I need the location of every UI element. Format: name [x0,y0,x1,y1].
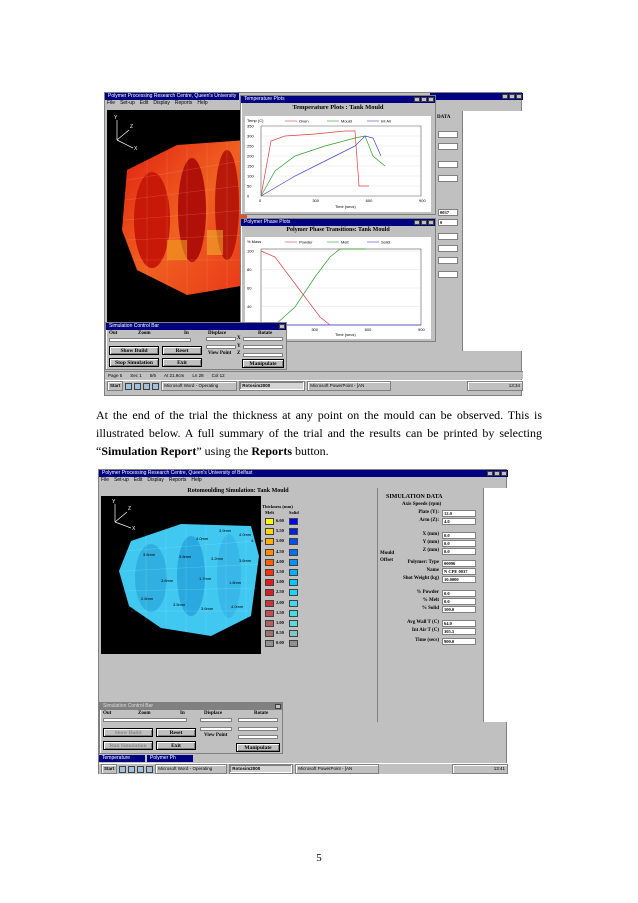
mould-render-thickness [101,496,264,654]
svg-text:X: X [134,146,138,152]
sim-data-label: Arm (Z): [419,518,439,523]
task-powerpoint-label: Microsoft PowerPoint - [AN [298,766,353,771]
task-word[interactable] [155,764,227,774]
minimized-title: Polymer Ph [150,755,176,761]
exit-button[interactable]: Exit [156,741,196,750]
thickness-label: 4.4mm [246,616,259,621]
legend-value: 2.50 [276,589,284,595]
temp-xlabel: Time (secs) [335,204,356,209]
side-field-1 [438,131,458,138]
sim-data-label: Shot Weight (kg) [402,576,439,581]
exit-button[interactable]: Exit [162,358,202,367]
side-data-header: DATA [437,115,451,120]
legend-oven: Oven [299,118,309,124]
side-field-6 [438,245,458,252]
maximize-icon[interactable] [421,220,427,225]
minimize-icon[interactable] [502,94,508,99]
legend-solid-swatch [289,569,298,576]
sim-data-value: 305.5 [442,628,476,635]
sim-data-label: Int Air T (C) [411,628,439,633]
thickness-label: 4.6mm [159,522,172,527]
legend-melt-swatch [265,569,274,576]
legend-solid-swatch [289,589,298,596]
main-menubar [105,100,239,107]
main-window-titlebar [105,93,239,100]
task-powerpoint-label: Microsoft PowerPoint - [AN [310,383,365,388]
ctrl-rotate-label: Rotate [258,331,273,336]
svg-text:Z: Z [130,124,134,130]
task-rotosim[interactable] [239,381,305,391]
phase-y-tick: 100 [247,248,254,254]
temperature-window-titlebar [241,96,435,103]
reset-button[interactable]: Reset [156,728,196,737]
quicklaunch-icon[interactable] [134,383,141,390]
legend-col-melt: Melt [265,510,274,515]
menu-help[interactable]: Help [191,477,202,483]
sim-data-value: 64.0 [442,620,476,627]
sim-data-value: 4.0 [442,518,476,525]
temperature-heading: Temperature Plots : Tank Mould [292,104,384,111]
quicklaunch-icon[interactable] [137,766,144,773]
legend-value: 0.00 [276,640,284,646]
legend-value: 1.00 [276,620,284,625]
legend-solid: Solid [381,239,390,245]
mould-render-temperature [107,110,247,328]
displace-x-slider[interactable] [200,718,232,722]
sim-data-label: Time (secs) [415,638,439,643]
sim-data-value: 0.0 [442,598,476,605]
ctrl-zoom-label: Zoom [138,331,151,336]
temp-y-tick: 50 [247,183,252,189]
sim-data-label: Name [426,568,439,573]
status-sec: Sec 1 [130,373,142,378]
menu-edit[interactable]: Edit [133,477,143,483]
main-window-title: Polymer Processing Research Centre, Queen's University [108,93,237,99]
mould-viewport[interactable] [101,496,264,654]
displace-y-slider[interactable] [206,345,236,349]
main-window-title: Polymer Processing Research Centre, Queen's University of Belfast [102,470,253,476]
ctrl-displace-label: Displace [204,711,223,716]
paragraph-text: At the end of the trial the thickness at any point on the mould can be observed. This is illustrated below. A full summary of the trial and the results can be printed by selecting “ [96,408,542,458]
menu-help[interactable]: Help [197,100,208,106]
thickness-label: 4.3mm [251,538,264,543]
start-label: Start [110,383,121,388]
rotate-z-slider[interactable] [238,735,278,739]
temp-x-tick: 300 [312,198,320,203]
legend-solid-swatch [289,600,298,607]
minimize-icon[interactable] [414,97,420,102]
temp-y-tick: 0 [247,193,250,199]
temp-y-tick: 300 [247,133,254,139]
thickness-label: 3.6mm [239,558,252,563]
thickness-legend [261,496,301,696]
legend-value: 6.00 [276,518,284,523]
status-ln: Ln 28 [192,373,204,378]
maximize-icon[interactable] [494,471,500,476]
phase-heading: Polymer Phase Transitions: Tank Mould [286,227,390,233]
legend-value: 2.00 [276,599,284,605]
legend-melt-swatch [265,549,274,556]
temp-y-tick: 250 [247,143,254,149]
background-window-strip [483,488,508,722]
quicklaunch-icon[interactable] [146,766,153,773]
close-icon[interactable] [279,324,285,329]
status-col: Col 12 [211,373,225,378]
sim-data-value: 0.0 [442,532,476,539]
quicklaunch-icon[interactable] [119,766,126,773]
control-bar-titlebar [100,703,282,710]
ctrl-out-label: Out [109,331,118,336]
status-pages: 5/6 [149,373,157,378]
sim-data-label: Plate (Y): [418,510,439,515]
quicklaunch-icon[interactable] [152,383,159,390]
menu-setup[interactable]: Set-up [114,477,129,483]
side-field-7 [438,257,458,264]
simulation-control-bar [99,702,283,754]
task-rotosim-label: Rotosim2000 [242,383,271,388]
system-tray [467,381,523,391]
temp-x-tick: 900 [419,198,426,203]
phase-y-tick: 40 [247,304,252,309]
status-page: Page 5 [108,373,123,378]
legend-col-solid: Solid [289,510,299,515]
temp-y-tick: 100 [247,173,254,179]
simulation-data-panel [377,488,483,722]
menu-setup[interactable]: Set-up [120,100,135,106]
melt-series [275,249,365,325]
svg-text:Z: Z [128,506,132,512]
legend-solid-swatch [289,518,298,525]
legend-int-air: Int Air [381,118,392,124]
thickness-label: 3.6mm [143,552,156,557]
window-controls [487,471,507,476]
legend-melt-swatch [265,579,274,586]
system-tray [452,764,508,774]
legend-melt-swatch [265,518,274,525]
show-build-button[interactable]: Show Build [109,346,159,355]
temp-y-tick: 150 [247,163,254,169]
phase-window-titlebar [241,219,435,226]
ctrl-out-label: Out [103,711,112,716]
mould-label: Mould [380,551,395,556]
close-icon[interactable] [275,704,281,709]
sim-data-label: Y (mm) [422,540,439,545]
temperature-chart [245,116,431,212]
quicklaunch-icon[interactable] [125,383,132,390]
thickness-label: 4.0mm [231,604,244,609]
thickness-label: 3.8mm [161,578,174,583]
task-word-label: Microsoft Word - Operating [164,383,219,388]
legend-melt: Melt [341,239,349,245]
background-window-strip [462,111,522,351]
legend-mould: Mould [341,118,352,124]
quicklaunch-icon[interactable] [143,383,150,390]
menu-edit[interactable]: Edit [139,100,149,106]
minimize-icon[interactable] [487,471,493,476]
legend-powder: Powder [299,239,313,245]
paragraph-bold-reports: Reports [251,444,293,458]
menu-reports[interactable]: Reports [168,477,187,483]
control-bar-titlebar [106,323,286,330]
svg-text:Y: Y [112,499,116,505]
ctrl-y-label: Y [237,344,241,349]
sim-data-value: 12.0 [442,510,476,517]
legend-value: 5.50 [276,528,284,534]
simulation-heading: Rotomoulding Simulation: Tank Mould [187,488,289,494]
rotate-z-slider[interactable] [243,353,283,357]
window-controls [414,220,434,225]
task-powerpoint[interactable] [307,381,391,391]
temp-x-tick: 0 [259,198,262,203]
clock: 13:34 [508,383,520,388]
sim-data-label: % Solid [421,606,439,611]
paragraph-bold-simulation-report: Simulation Report [101,444,197,458]
task-word-label: Microsoft Word - Operating [158,766,213,771]
displace-x-slider[interactable] [206,337,236,341]
menu-reports[interactable]: Reports [174,100,193,106]
thickness-label: 3.5mm [173,602,186,607]
temp-y-ticks [247,124,254,199]
displace-y-slider[interactable] [200,727,232,731]
legend-melt-swatch [265,630,274,637]
close-icon[interactable] [501,471,507,476]
legend-value: 4.50 [276,548,284,554]
legend-melt-swatch [265,620,274,627]
rotate-x-slider[interactable] [243,337,283,341]
temp-x-ticks [259,198,426,203]
task-word[interactable] [161,381,237,391]
legend-value: 1.50 [276,609,284,615]
rotate-y-slider[interactable] [238,727,278,731]
thickness-label: 3.2mm [211,556,224,561]
legend-solid-swatch [289,549,298,556]
phase-x-tick: 900 [418,327,425,332]
menu-display[interactable]: Display [147,477,164,483]
temp-y-tick: 350 [247,123,254,129]
sim-data-title: SIMULATION DATA [386,494,443,500]
thickness-label: 4.0mm [239,532,252,537]
window-controls [502,94,522,99]
legend-solid-swatch [289,559,298,566]
legend-value: 5.00 [276,538,284,544]
paragraph-text: button. [292,444,329,458]
window-controls [275,704,281,709]
paragraph-text: ” using the [196,444,252,458]
word-status-bar [105,371,523,379]
temp-ylabel: Temp (C) [247,118,264,123]
temp-y-tick: 200 [247,153,254,159]
view-point-label: View Point [208,351,232,356]
phase-x-ticks [311,327,425,332]
task-powerpoint[interactable] [295,764,379,774]
screenshot-simulation-plots [104,92,522,396]
legend-melt-swatch [265,528,274,535]
temperature-window-title: Temperature Plots [244,96,285,102]
clock: 13:41 [493,766,505,771]
close-icon[interactable] [428,97,434,102]
legend-melt-swatch [265,538,274,545]
minimized-temperature-window[interactable] [99,755,145,762]
legend-melt-swatch [265,640,274,647]
sim-data-label: % Melt [422,598,439,603]
start-button[interactable] [101,764,117,774]
sim-data-value: N CPE 0037 [442,568,476,575]
thickness-label: 1.8mm [229,580,242,585]
sim-data-label: Polymer: Type [407,560,439,565]
sim-data-label: Z (mm) [422,548,439,553]
sim-data-value: 00096 [442,560,476,567]
sim-data-label: Avg Wall T (C) [407,620,439,625]
legend-solid-swatch [289,610,298,617]
manipulate-button[interactable]: Manipulate [236,743,280,752]
maximize-icon[interactable] [421,97,427,102]
legend-value: 0.50 [276,630,284,636]
start-label: Start [104,766,115,771]
legend-melt-swatch [265,559,274,566]
thickness-label: 3.6mm [201,606,214,611]
legend-value: 3.00 [276,579,284,585]
legend-solid-column-bg [301,496,377,722]
legend-solid-swatch [289,620,298,627]
ctrl-in-label: In [180,711,185,716]
control-bar-title: Simulation Control Bar [109,323,160,329]
screenshot-thickness-result [98,469,507,774]
legend-title: Thickness (mm) [262,504,293,509]
rotate-y-slider[interactable] [243,345,283,349]
menu-file[interactable]: File [101,477,110,483]
taskbar [99,763,508,774]
phase-ylabel: % Mass [247,239,262,244]
start-button[interactable] [107,381,123,391]
thickness-label: 3.9mm [219,528,232,533]
simulation-control-bar [105,322,287,370]
side-field-4 [438,175,458,182]
thickness-label: 2.6mm [141,596,154,601]
side-field-8 [438,271,458,278]
legend-solid-swatch [289,538,298,545]
legend-value: 3.50 [276,569,284,574]
side-value-shot: 0 [438,219,458,226]
minimized-phase-window[interactable] [147,755,193,762]
phase-y-ticks [247,249,254,328]
side-data-panel [436,111,462,351]
phase-xlabel: Time (secs) [335,332,356,337]
sim-data-value: 0.0 [442,590,476,597]
maximize-icon[interactable] [509,94,515,99]
manipulate-button[interactable]: Manipulate [242,359,284,368]
minimize-icon[interactable] [414,220,420,225]
temperature-plot-area [245,116,431,212]
phase-y-tick: 60 [247,285,252,291]
body-paragraph [96,406,542,460]
main-window-titlebar [99,470,508,477]
sim-data-value: 10.0000 [442,576,476,583]
ctrl-x-label: X [237,336,241,341]
legend-solid-swatch [289,579,298,586]
zoom-slider[interactable] [109,338,191,342]
control-bar-title: Simulation Control Bar [103,703,154,709]
status-at: At 21.9cm [164,373,185,378]
temperature-plots-window [240,95,436,215]
phase-y-tick: 80 [247,267,252,272]
quicklaunch-icon[interactable] [128,766,135,773]
close-icon[interactable] [516,94,522,99]
sim-data-label: X (mm) [422,532,439,537]
thickness-label: 4.0mm [196,536,209,541]
legend-melt-swatch [265,600,274,607]
run-simulation-button[interactable]: Run Simulation [103,741,153,750]
sim-data-value: 900.0 [442,638,476,645]
page-number: 5 [316,852,322,864]
legend-value: 4.00 [276,558,284,564]
phase-x-tick: 300 [311,327,319,332]
taskbar [105,380,523,391]
show-build-button[interactable]: Show Build [103,728,153,737]
side-field-3 [438,161,458,168]
phase-window-title: Polymer Phase Plots [244,219,291,225]
legend-melt-swatch [265,589,274,596]
main-menubar [99,477,508,484]
axis-speeds-label: Axis Speeds (rpm) [402,502,442,507]
ctrl-z-label: Z [237,351,241,356]
sim-data-value: 0.0 [442,540,476,547]
legend-solid-swatch [289,528,298,535]
thickness-label: 3.8mm [179,554,192,559]
sim-data-value: 100.0 [442,606,476,613]
menu-file[interactable]: File [107,100,116,106]
legend-solid-swatch [289,640,298,647]
mould-viewport[interactable] [107,110,247,328]
ctrl-zoom-label: Zoom [138,711,151,716]
minimized-title: Temperature [102,755,131,761]
side-value-name: 0037 [438,209,458,216]
close-icon[interactable] [428,220,434,225]
zoom-slider[interactable] [103,718,187,722]
rotate-x-slider[interactable] [238,718,278,722]
window-controls [279,324,285,329]
window-controls [414,97,434,102]
ctrl-displace-label: Displace [208,331,227,336]
temp-x-tick: 600 [365,198,373,203]
sim-data-label: % Powder [416,590,439,595]
sim-data-value: 0.0 [442,548,476,555]
ctrl-rotate-label: Rotate [254,711,269,716]
legend-melt-swatch [265,610,274,617]
side-field-5 [438,233,458,240]
reset-button[interactable]: Reset [162,346,202,355]
thickness-label: 1.7mm [199,576,212,581]
right-window-titlebar [430,93,523,100]
task-rotosim[interactable] [229,764,293,774]
phase-x-tick: 600 [364,327,372,332]
legend-solid-swatch [289,630,298,637]
view-point-label: View Point [204,733,228,738]
side-field-2 [438,143,458,150]
svg-text:Y: Y [114,115,118,121]
task-rotosim-label: Rotosim2000 [232,766,261,771]
svg-text:X: X [132,526,136,532]
offset-label: Offset [380,558,394,563]
menu-display[interactable]: Display [153,100,170,106]
stop-simulation-button[interactable]: Stop Simulation [109,358,159,367]
ctrl-in-label: In [184,331,189,336]
